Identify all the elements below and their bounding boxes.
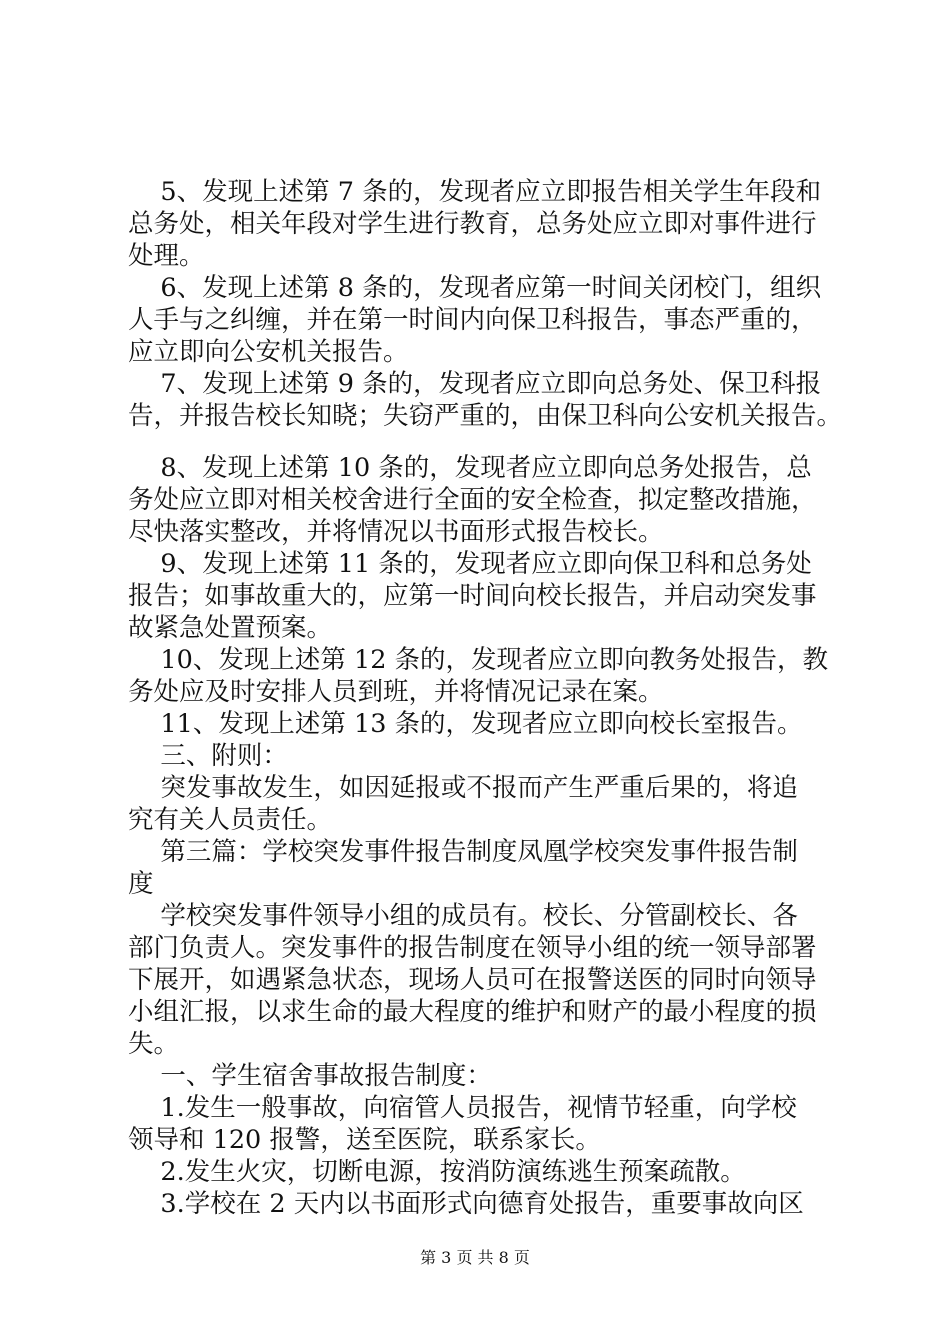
text-line: 务处应及时安排人员到班，并将情况记录在案。: [128, 677, 664, 707]
text-line: 部门负责人。突发事件的报告制度在领导小组的统一领导部署: [128, 933, 817, 963]
text-line: 10、发现上述第 12 条的，发现者应立即向教务处报告，教: [128, 645, 829, 675]
text-line: 处理。: [128, 241, 205, 271]
text-line: 应立即向公安机关报告。: [128, 337, 409, 367]
text-line: 突发事故发生，如因延报或不报而产生严重后果的，将追: [128, 773, 798, 803]
text-line: 第三篇：学校突发事件报告制度凤凰学校突发事件报告制: [128, 837, 798, 867]
text-line: 6、发现上述第 8 条的，发现者应第一时间关闭校门，组织: [128, 273, 822, 303]
text-line: 总务处，相关年段对学生进行教育，总务处应立即对事件进行: [128, 209, 817, 239]
text-line: 11、发现上述第 13 条的，发现者应立即向校长室报告。: [128, 709, 803, 739]
text-line: 学校突发事件领导小组的成员有。校长、分管副校长、各: [128, 901, 798, 931]
text-line: 1.发生一般事故，向宿管人员报告，视情节轻重，向学校: [128, 1093, 797, 1123]
text-line: 告，并报告校长知晓；失窃严重的，由保卫科向公安机关报告。: [128, 401, 843, 431]
text-line: 9、发现上述第 11 条的，发现者应立即向保卫科和总务处: [128, 549, 812, 579]
text-line: 下展开，如遇紧急状态，现场人员可在报警送医的同时向领导: [128, 965, 817, 995]
text-line: 究有关人员责任。: [128, 805, 333, 835]
page-number-footer: 第 3 页 共 8 页: [420, 1248, 530, 1267]
text-line: 报告；如事故重大的，应第一时间向校长报告，并启动突发事: [128, 581, 817, 611]
text-line: 2.发生火灾，切断电源，按消防演练逃生预案疏散。: [128, 1157, 746, 1187]
text-line: 失。: [128, 1029, 180, 1059]
text-line: 三、附则：: [128, 741, 288, 771]
text-line: 人手与之纠缠，并在第一时间内向保卫科报告，事态严重的，: [128, 305, 817, 335]
text-line: 度: [128, 869, 154, 899]
text-line: 7、发现上述第 9 条的，发现者应立即向总务处、保卫科报: [128, 369, 822, 399]
text-line: 一、学生宿舍事故报告制度：: [128, 1061, 492, 1091]
text-line: 领导和 120 报警，送至医院，联系家长。: [128, 1125, 601, 1155]
text-line: 小组汇报，以求生命的最大程度的维护和财产的最小程度的损: [128, 997, 817, 1027]
text-line: 故紧急处置预案。: [128, 613, 333, 643]
text-line: 3.学校在 2 天内以书面形式向德育处报告，重要事故向区: [128, 1189, 804, 1219]
text-line: 5、发现上述第 7 条的，发现者应立即报告相关学生年段和: [128, 177, 822, 207]
text-line: 8、发现上述第 10 条的，发现者应立即向总务处报告，总: [128, 453, 812, 483]
text-line: 务处应立即对相关校舍进行全面的安全检查，拟定整改措施，: [128, 485, 817, 515]
text-line: 尽快落实整改，并将情况以书面形式报告校长。: [128, 517, 664, 547]
